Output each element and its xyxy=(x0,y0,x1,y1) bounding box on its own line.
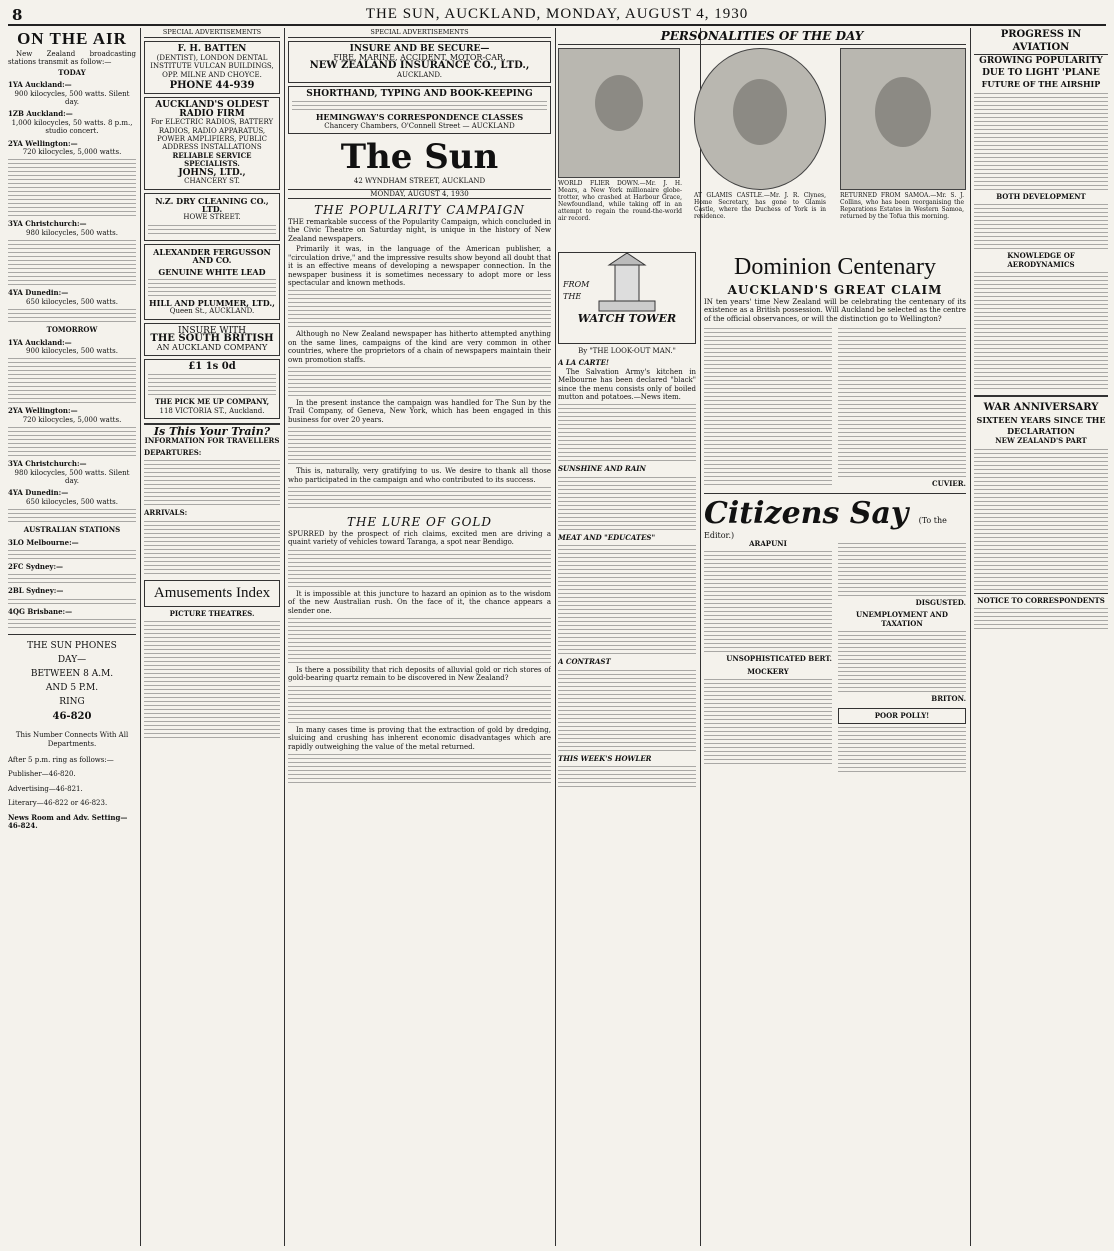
watchtower-section: SUNSHINE AND RAIN xyxy=(558,464,646,474)
ads-header: SPECIAL ADVERTISEMENTS xyxy=(144,28,280,38)
program-text xyxy=(8,159,136,216)
letter-signature: UNSOPHISTICATED BERT. xyxy=(726,654,832,664)
watchtower-section: A LA CARTE! xyxy=(558,358,609,368)
lure-paragraph: It is impossible at this juncture to hazard an opinion as to the wisdom of the new Australian rush. On the face of it, the chance appears a slender one. xyxy=(288,589,551,615)
today-station xyxy=(8,110,136,135)
ads-column xyxy=(144,28,280,1246)
station-name: 3LO Melbourne:— xyxy=(8,537,79,547)
editorial-paragraph: Primarily it was, in the language of the American publisher, a "circulation drive," and the impressive results show beyond all doubt that it is an effective means of developing a newspaper connection. In the newspaper business it is sometimes necessary to adopt more or less spectacular and known methods. xyxy=(288,245,551,287)
phone-line: Publisher—46-820. xyxy=(8,770,76,779)
departures-label: DEPARTURES: xyxy=(144,448,202,457)
aviation-future: FUTURE OF THE AIRSHIP xyxy=(981,79,1101,89)
batten-phone: PHONE 44-939 xyxy=(169,80,255,92)
citizens-title: Citizens Say xyxy=(704,495,909,531)
phones-title: THE SUN PHONES xyxy=(27,641,117,652)
fergusson-name: ALEXANDER FERGUSSON AND CO. xyxy=(153,246,271,266)
station-name: 1YA Auckland:— xyxy=(8,337,72,347)
radio-specialists: RELIABLE SERVICE SPECIALISTS. xyxy=(172,150,252,169)
personalities-section xyxy=(558,28,966,248)
war-subtitle: SIXTEEN YEARS SINCE THE DECLARATION xyxy=(976,415,1106,437)
lure-paragraph: In many cases time is proving that the extraction of gold by dredging, sluicing and crushing has inherent economic disadvantages which are rapidly outweighing the value of the metal returned. xyxy=(288,725,551,751)
insure-title: INSURE AND BE SECURE— xyxy=(349,44,490,55)
insurance-ad xyxy=(288,41,551,83)
station-name: 4YA Dunedin:— xyxy=(8,288,69,298)
watchtower-text: The Salvation Army's kitchen in Melbourne has been declared "black" since the menu consists only of boiled mutton and potatoes.—News item. xyxy=(558,367,696,402)
letter-title: POOR POLLY! xyxy=(874,710,930,720)
drycleaning-name: N.Z. DRY CLEANING CO., LTD. xyxy=(155,195,269,214)
radio-title: AUCKLAND'S OLDEST RADIO FIRM xyxy=(155,100,269,119)
aviation-sub2: KNOWLEDGE OF AERODYNAMICS xyxy=(1007,251,1075,269)
lure-lead: SPURRED by the prospect of rich claims, excited men are driving a quaint variety of vehicles toward Taranga, a spot near Bendigo. xyxy=(288,529,551,547)
sun-logo: The Sun xyxy=(340,137,499,178)
batten-name: F. H. BATTEN xyxy=(177,44,247,55)
pick-me-up-address: 118 VICTORIA ST., Auckland. xyxy=(159,406,265,415)
editorial-paragraph: Although no New Zealand newspaper has hitherto attempted anything on the same lines, campaigns of the kind are very common in other countries, where the proprietors of a chain of newspapers maintain their own promotion staffs. xyxy=(288,330,551,364)
sun-phones-box xyxy=(8,634,136,830)
drycleaning-address: HOWE STREET. xyxy=(183,213,241,222)
watchtower-the: THE xyxy=(563,292,582,301)
station-detail: 980 kilocycles, 500 watts. xyxy=(26,228,118,237)
editorial-paragraph: In the present instance the campaign was handled for The Sun by the Trail Company, of Geneva, New York, which has been engaged in this business for over 20 years. xyxy=(288,398,551,424)
lure-paragraph: Is there a possibility that rich deposits of alluvial gold or rich stores of gold-bearing quartz remain to be discovered in New Zealand? xyxy=(288,666,551,683)
sun-address: 42 WYNDHAM STREET, AUCKLAND xyxy=(353,177,486,186)
dominion-title: Dominion Centenary xyxy=(734,254,936,280)
editorial-headline: THE POPULARITY CAMPAIGN xyxy=(314,203,525,218)
picture-theatres: PICTURE THEATRES. xyxy=(169,608,255,618)
editorial-paragraph: This is, naturally, very gratifying to us. We desire to thank all those who participated in the campaign and who contributed to its success. xyxy=(288,467,551,484)
station-name: 1YA Auckland:— xyxy=(8,80,72,90)
station-detail: 720 kilocycles, 5,000 watts. xyxy=(22,148,122,157)
batten-sub: (DENTIST), LONDON DENTAL INSTITUTE VULCAN BUILDINGS, OPP. MILNE AND CHOYCE. xyxy=(150,53,274,79)
phone-line: News Room and Adv. Setting—46-824. xyxy=(8,812,128,831)
station-detail: 1,000 kilocycles, 50 watts. 8 p.m., studio concert. xyxy=(11,118,133,136)
ads-header: SPECIAL ADVERTISEMENTS xyxy=(288,28,551,38)
editorial-date: MONDAY, AUGUST 4, 1930 xyxy=(288,189,551,199)
hemingway-address: Chancery Chambers, O'Connell Street — AUCKLAND xyxy=(324,121,515,130)
caption-collins: RETURNED FROM SAMOA.—Mr. S. J. Collins, who has been reorganising the Reparations Estates in Western Samoa, returned by the Tofua this morning. xyxy=(840,192,964,220)
insure-with: INSURE WITH xyxy=(177,325,247,336)
today-station xyxy=(8,140,136,157)
station-name: 2FC Sydney:— xyxy=(8,561,64,571)
caption-mears: WORLD FLIER DOWN.—Mr. J. H. Mears, a New York millionaire globe-trotter, who crashed at Harbour Grace, Newfoundland, while taking off in an attempt to regain the round-the-world air record. xyxy=(558,180,682,222)
column-rule xyxy=(555,28,556,1246)
station-name: 4YA Dunedin:— xyxy=(8,488,69,498)
lure-headline: THE LURE OF GOLD xyxy=(346,514,493,529)
watchtower-logo xyxy=(558,252,696,344)
letter-title: UNEMPLOYMENT AND TAXATION xyxy=(856,610,948,628)
page-number: 8 xyxy=(12,6,23,24)
station-detail: 650 kilocycles, 500 watts. xyxy=(26,297,118,306)
watchtower-byline: By "THE LOOK-OUT MAN." xyxy=(578,347,676,355)
caption-clynes: AT GLAMIS CASTLE.—Mr. J. R. Clynes, Home Secretary, has gone to Glamis Castle, where the Duchess of York is in residence. xyxy=(694,192,826,220)
dominion-lead: IN ten years' time New Zealand will be celebrating the centenary of its existence as a British possession. Will Auckland be selected as the centre of the official observances, or will the distinction go to Wellington? xyxy=(704,298,966,323)
pick-me-up-ad xyxy=(144,359,280,419)
dominion-subtitle: AUCKLAND'S GREAT CLAIM xyxy=(727,283,943,297)
hill-address: Queen St., AUCKLAND. xyxy=(169,307,255,316)
amusements-index xyxy=(144,580,280,607)
masthead xyxy=(8,6,1106,26)
dominion-signature: CUVIER. xyxy=(932,479,966,489)
program-text xyxy=(8,599,136,604)
johns-name: JOHNS, LTD., xyxy=(178,167,246,178)
station-detail: 900 kilocycles, 500 watts. xyxy=(26,346,118,355)
white-lead: GENUINE WHITE LEAD xyxy=(158,266,266,277)
today-heading: TODAY xyxy=(58,67,86,77)
station-detail: 980 kilocycles, 500 watts. Silent day. xyxy=(14,468,130,485)
nz-city: AUCKLAND. xyxy=(397,70,442,79)
station-name: 2YA Wellington:— xyxy=(8,138,78,148)
aviation-title: PROGRESS IN AVIATION xyxy=(974,28,1108,55)
station-name: 3YA Christchurch:— xyxy=(8,459,87,469)
watchtower-section: A CONTRAST xyxy=(558,657,611,667)
johns-address: CHANCERY ST. xyxy=(184,177,240,186)
program-text xyxy=(8,509,136,522)
photo-clynes xyxy=(694,48,826,190)
program-text xyxy=(8,427,136,456)
phones-number: 46-820 xyxy=(52,711,92,723)
phones-and: AND 5 P.M. xyxy=(45,683,99,694)
program-text xyxy=(8,240,136,285)
phones-between: BETWEEN 8 A.M. xyxy=(30,669,114,680)
amusements-title: Amusements Index xyxy=(153,584,271,601)
pick-me-up-name: THE PICK ME UP COMPANY, xyxy=(154,397,270,407)
batten-ad xyxy=(144,41,280,94)
station-name: 4QG Brisbane:— xyxy=(8,606,73,616)
letter-signature: DISGUSTED. xyxy=(915,598,966,608)
hemingway-ad xyxy=(288,86,551,134)
letter-signature: BRITON. xyxy=(931,694,966,704)
train-sub: INFORMATION FOR TRAVELLERS xyxy=(144,435,280,445)
aviation-subtitle: GROWING POPULARITY DUE TO LIGHT 'PLANE xyxy=(979,56,1103,78)
personalities-title: PERSONALITIES OF THE DAY xyxy=(558,28,966,45)
train-info xyxy=(144,423,280,574)
insure-types: FIRE, MARINE, ACCIDENT, MOTOR-CAR. xyxy=(333,52,506,62)
tomorrow-station xyxy=(8,339,136,356)
phone-line: Literary—46-822 or 46-823. xyxy=(8,799,108,808)
citizens-say xyxy=(704,493,966,775)
prize-amount: £1 1s 0d xyxy=(188,360,236,372)
watchtower-name: WATCH TOWER xyxy=(577,312,677,325)
hemingway-name: HEMINGWAY'S CORRESPONDENCE CLASSES xyxy=(315,112,524,123)
south-british-ad xyxy=(144,323,280,356)
phones-after: After 5 p.m. ring as follows:— xyxy=(8,756,114,764)
program-text xyxy=(8,309,136,322)
editorial-column xyxy=(288,28,551,1246)
letter-title: MOCKERY xyxy=(747,666,789,676)
watchtower-section: MEAT AND "EDUCATES" xyxy=(558,532,656,542)
program-text xyxy=(8,574,136,583)
war-part: NEW ZEALAND'S PART xyxy=(995,436,1087,446)
editorial-lead: THE remarkable success of the Popularity Campaign, which concluded in the Civic Theatre on Saturday night, is unique in the history of New Zealand newspapers. xyxy=(288,218,551,243)
on-the-air-column xyxy=(8,28,136,1246)
south-british: THE SOUTH BRITISH xyxy=(150,333,274,345)
phone-line: Advertising—46-821. xyxy=(8,784,83,793)
war-title: WAR ANNIVERSARY xyxy=(983,402,1099,414)
station-name: 2BL Sydney:— xyxy=(8,586,64,596)
tomorrow-heading: TOMORROW xyxy=(46,325,98,335)
arrivals-label: ARRIVALS: xyxy=(144,508,188,518)
train-title: Is This Your Train? xyxy=(153,425,271,439)
phones-ring: RING xyxy=(59,697,85,708)
program-text xyxy=(8,358,136,403)
today-station xyxy=(8,81,136,106)
today-station xyxy=(8,220,136,237)
aviation-sub1: BOTH DEVELOPMENT xyxy=(996,192,1086,201)
auckland-company: AN AUCKLAND COMPANY xyxy=(156,342,268,352)
tomorrow-station xyxy=(8,407,136,424)
war-anniversary xyxy=(974,395,1108,589)
photo-mears xyxy=(558,48,680,178)
shorthand-title: SHORTHAND, TYPING AND BOOK-KEEPING xyxy=(306,89,533,100)
watchtower-column xyxy=(558,252,696,1246)
on-the-air-intro: New Zealand broadcasting stations transmit as follow:— xyxy=(8,50,136,67)
centenary-column xyxy=(704,252,966,1246)
aviation-column xyxy=(974,28,1108,1246)
tomorrow-station xyxy=(8,489,136,506)
phones-note: This Number Connects With All Departments. xyxy=(15,731,129,748)
station-detail: 900 kilocycles, 500 watts. Silent day. xyxy=(14,89,130,107)
program-text xyxy=(8,619,136,628)
letter-title: ARAPUNI xyxy=(749,539,787,549)
column-rule xyxy=(284,28,285,1246)
dominion-body xyxy=(704,325,966,488)
watchtower-from: FROM xyxy=(563,280,590,289)
watchtower-section: THIS WEEK'S HOWLER xyxy=(558,753,652,763)
australian-stations-heading: AUSTRALIAN STATIONS xyxy=(23,525,121,535)
fergusson-ad xyxy=(144,244,280,320)
station-name: 3YA Christchurch:— xyxy=(8,219,87,229)
notice-correspondents: NOTICE TO CORRESPONDENTS xyxy=(974,593,1108,605)
masthead-title: THE SUN, AUCKLAND, MONDAY, AUGUST 4, 1930 xyxy=(365,6,749,22)
column-rule xyxy=(970,28,971,1246)
station-name: 1ZB Auckland:— xyxy=(8,109,73,119)
hill-plummer: HILL AND PLUMMER, LTD., xyxy=(149,297,275,308)
drycleaning-ad xyxy=(144,193,280,241)
citizens-to-editor: (To the Editor.) xyxy=(704,515,947,540)
phones-day: DAY— xyxy=(57,655,87,666)
today-station xyxy=(8,289,136,306)
station-detail: 650 kilocycles, 500 watts. xyxy=(26,497,118,506)
photo-collins xyxy=(840,48,966,190)
radio-ad xyxy=(144,97,280,189)
on-the-air-title: ON THE AIR xyxy=(17,29,127,48)
station-detail: 720 kilocycles, 5,000 watts. xyxy=(22,415,122,424)
column-rule xyxy=(140,28,141,1246)
tomorrow-station xyxy=(8,460,136,485)
radio-items: For ELECTRIC RADIOS, BATTERY RADIOS, RADIO APPARATUS, POWER AMPLIFIERS, PUBLIC ADDRESS INSTALLATIONS xyxy=(150,118,274,152)
program-text xyxy=(8,550,136,559)
nz-insurance: NEW ZEALAND INSURANCE CO., LTD., xyxy=(309,60,530,72)
station-name: 2YA Wellington:— xyxy=(8,406,78,416)
